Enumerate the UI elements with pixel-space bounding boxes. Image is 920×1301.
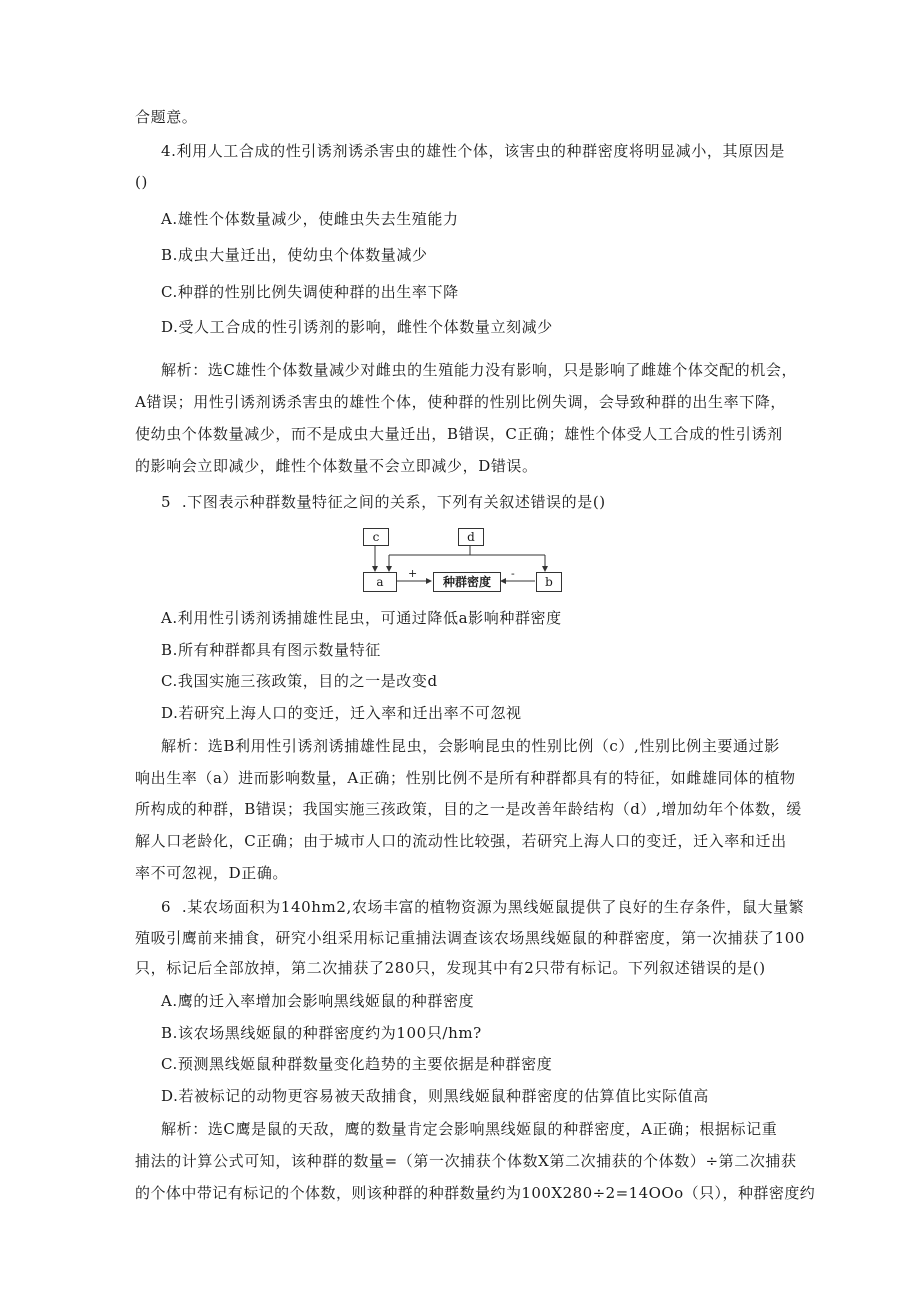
node-population-density: 种群密度: [433, 572, 501, 592]
text-line: 合题意。: [135, 108, 198, 126]
question-4-option-d: D.受人工合成的性引诱剂的影响，雌性个体数量立刻减少: [161, 318, 553, 336]
node-c: c: [363, 528, 389, 546]
answer-6-line: 解析：选C鹰是鼠的天敌，鹰的数量肯定会影响黑线姬鼠的种群密度，A正确；根据标记重: [161, 1120, 778, 1138]
question-4-option-a: A.雄性个体数量减少，使雌虫失去生殖能力: [161, 210, 459, 228]
question-6-option-c: C.预测黑线姬鼠种群数量变化趋势的主要依据是种群密度: [161, 1055, 553, 1073]
answer-5-line: 所构成的种群，B错误；我国实施三孩政策，目的之一是改善年龄结构（d）,增加幼年个体数，缓: [135, 800, 802, 818]
node-d: d: [458, 528, 484, 546]
question-6-option-d: D.若被标记的动物更容易被天敌捕食，则黑线姬鼠种群密度的估算值比实际值高: [161, 1087, 709, 1105]
answer-4-line: A错误；用性引诱剂诱杀害虫的雄性个体，使种群的性别比例失调，会导致种群的出生率下降，: [135, 393, 787, 411]
minus-sign: -: [511, 567, 515, 580]
answer-4-line: 的影响会立即减少，雌性个体数量不会立即减少，D错误。: [135, 457, 538, 475]
node-a: a: [363, 572, 397, 592]
question-5-option-b: B.所有种群都具有图示数量特征: [161, 641, 381, 659]
answer-6-line: 的个体中带记有标记的个体数，则该种群的种群数量约为100X280÷2=14OOo（只），种群密度约: [135, 1184, 816, 1202]
plus-sign: +: [408, 567, 418, 580]
question-5-option-a: A.利用性引诱剂诱捕雄性昆虫，可通过降低a影响种群密度: [161, 609, 562, 627]
question-6-stem: 6 .某农场面积为140hm2,农场丰富的植物资源为黑线姬鼠提供了良好的生存条件，鼠大量繁: [161, 898, 805, 916]
answer-4-line: 解析：选C雄性个体数量减少对雌虫的生殖能力没有影响，只是影响了雌雄个体交配的机会，: [161, 361, 798, 379]
question-5-option-d: D.若研究上海人口的变迁，迁入率和迁出率不可忽视: [161, 704, 522, 722]
question-6-option-b: B.该农场黑线姬鼠的种群密度约为100只/hm?: [161, 1024, 482, 1042]
question-5-option-c: C.我国实施三孩政策，目的之一是改变d: [161, 672, 438, 690]
question-4-stem: 4.利用人工合成的性引诱剂诱杀害虫的雄性个体，该害虫的种群密度将明显减小，其原因是: [161, 142, 785, 160]
node-b: b: [536, 572, 562, 592]
question-6-stem: 殖吸引鹰前来捕食，研究小组采用标记重捕法调查该农场黑线姬鼠的种群密度，第一次捕获了100: [135, 929, 806, 947]
question-4-blank: (): [135, 173, 148, 191]
question-5-stem: 5 .下图表示种群数量特征之间的关系，下列有关叙述错误的是(): [161, 493, 606, 511]
question-4-option-b: B.成虫大量迁出，使幼虫个体数量减少: [161, 246, 428, 264]
question-4-option-c: C.种群的性别比例失调使种群的出生率下降: [161, 283, 459, 301]
question-6-option-a: A.鹰的迁入率增加会影响黑线姬鼠的种群密度: [161, 992, 475, 1010]
population-diagram: [355, 522, 567, 594]
answer-6-line: 捕法的计算公式可知，该种群的数量=（第一次捕获个体数X第二次捕获的个体数）÷第二次捕获: [135, 1152, 797, 1170]
answer-5-line: 解析：选B利用性引诱剂诱捕雄性昆虫，会影响昆虫的性别比例（c）,性别比例主要通过影: [161, 737, 780, 755]
answer-5-line: 率不可忽视，D正确。: [135, 864, 289, 882]
answer-5-line: 响出生率（a）进而影响数量，A正确；性别比例不是所有种群都具有的特征，如雌雄同体的植物: [135, 769, 796, 787]
question-6-stem: 只，标记后全部放掉，第二次捕获了280只，发现其中有2只带有标记。下列叙述错误的是(): [135, 959, 766, 977]
answer-4-line: 使幼虫个体数量减少，而不是成虫大量迁出，B错误，C正确；雄性个体受人工合成的性引诱剂: [135, 425, 783, 443]
answer-5-line: 解人口老龄化，C正确；由于城市人口的流动性比较强，若研究上海人口的变迁，迁入率和迁出: [135, 832, 787, 850]
